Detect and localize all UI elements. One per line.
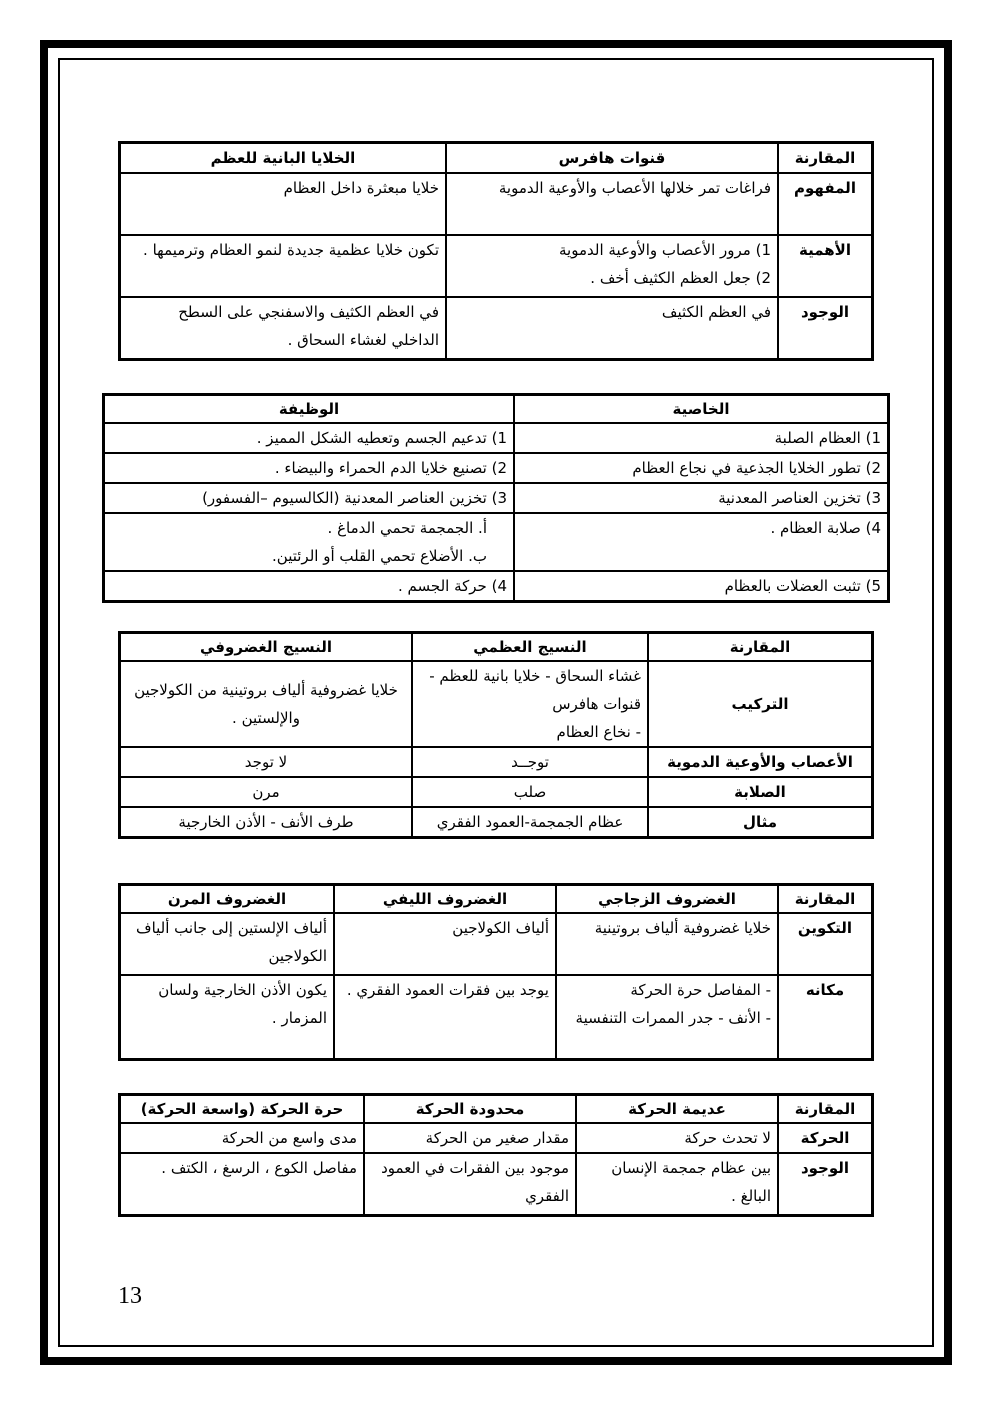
header-bone-tissue: النسيج العظمي [412, 633, 648, 661]
cell: 4) حركة الجسم . [104, 571, 514, 601]
cell: مرن [120, 777, 412, 807]
cell [556, 975, 778, 1059]
row-label-location: الوجود [778, 1153, 872, 1215]
table-haversian-vs-osteoblasts [118, 141, 874, 361]
cell-line: - الأنف - جدر الممرات التنفسية [575, 1009, 771, 1027]
header-property: الخاصية [514, 395, 888, 423]
cell-line: 2) جعل العظم الكثيف أخف . [590, 269, 771, 287]
header-hyaline-cartilage: الغضروف الزجاجي [556, 885, 778, 913]
table-bone-vs-cartilage [118, 631, 874, 839]
header-cartilage-tissue: النسيج الغضروفي [120, 633, 412, 661]
header-comparison: المقارنة [778, 1095, 872, 1123]
header-free-movement: حرة الحركة (واسعة الحركة) [120, 1095, 364, 1123]
table-joint-types [118, 1093, 874, 1217]
cell: مدى واسع من الحركة [120, 1123, 364, 1153]
table-cartilage-types [118, 883, 874, 1061]
cell [104, 513, 514, 571]
page-number: 13 [118, 1283, 142, 1309]
table-bone-properties [102, 393, 890, 603]
cell-line: - المفاصل حرة الحركة [630, 981, 771, 999]
header-fibrous-cartilage: الغضروف الليفي [334, 885, 556, 913]
row-label-location: الوجود [778, 297, 872, 359]
cell: موجود بين الفقرات في العمود الفقري [364, 1153, 576, 1215]
header-immovable: عديمة الحركة [576, 1095, 778, 1123]
row-label-hardness: الصلابة [648, 777, 872, 807]
cell: في العظم الكثيف [446, 297, 778, 359]
cell: طرف الأنف - الأذن الخارجية [120, 807, 412, 837]
cell: 1) تدعيم الجسم وتعطيه الشكل المميز . [104, 423, 514, 453]
cell: 1) العظام الصلبة [514, 423, 888, 453]
cell: لا توجد [120, 747, 412, 777]
cell: في العظم الكثيف والاسفنجي على السطح الداخلي لغشاء السحاق . [120, 297, 446, 359]
header-comparison: المقارنة [778, 885, 872, 913]
cell: 2) تطور الخلايا الجذعية في نجاع العظام [514, 453, 888, 483]
row-label-importance: الأهمية [778, 235, 872, 297]
cell: مقدار صغير من الحركة [364, 1123, 576, 1153]
cell-line: أ. الجمجمة تحمي الدماغ . [327, 519, 487, 537]
cell: بين عظام جمجمة الإنسان البالغ . [576, 1153, 778, 1215]
cell: ألياف الإلستين إلى جانب ألياف الكولاجين [120, 913, 334, 975]
header-osteoblasts: الخلايا البانية للعظم [120, 143, 446, 173]
cell: 2) تصنيع خلايا الدم الحمراء والبيضاء . [104, 453, 514, 483]
cell: تكون خلايا عظمية جديدة لنمو العظام وترميمها . [120, 235, 446, 297]
cell [446, 235, 778, 297]
cell: عظام الجمجمة-العمود الفقري [412, 807, 648, 837]
cell: لا تحدث حركة [576, 1123, 778, 1153]
header-haversian-canals: قنوات هافرس [446, 143, 778, 173]
row-label-place: مكانه [778, 975, 872, 1059]
cell-line: ب. الأضلاع تحمي القلب أو الرئتين. [272, 547, 487, 565]
cell: يكون الأذن الخارجية ولسان المزمار . [120, 975, 334, 1059]
cell: توجــد [412, 747, 648, 777]
cell [412, 661, 648, 747]
cell: خلايا غضروفية ألياف بروتينية [556, 913, 778, 975]
header-limited-movement: محدودة الحركة [364, 1095, 576, 1123]
cell: 5) تثبت العضلات بالعظام [514, 571, 888, 601]
cell: مفاصل الكوع ، الرسغ ، الكتف . [120, 1153, 364, 1215]
header-elastic-cartilage: الغضروف المرن [120, 885, 334, 913]
header-comparison: المقارنة [778, 143, 872, 173]
row-label-movement: الحركة [778, 1123, 872, 1153]
cell: خلايا غضروفية ألياف بروتينية من الكولاجين والإلستين . [120, 661, 412, 747]
cell-line: غشاء السحاق - خلايا بانية للعظم - قنوات هافرس [429, 667, 641, 713]
cell-line: - نخاع العظام [556, 723, 641, 741]
cell: صلب [412, 777, 648, 807]
header-comparison: المقارنة [648, 633, 872, 661]
cell: ألياف الكولاجين [334, 913, 556, 975]
row-label-example: مثال [648, 807, 872, 837]
cell: 3) تخزين العناصر المعدنية (الكالسيوم –الفسفور) [104, 483, 514, 513]
cell: خلايا مبعثرة داخل العظام [120, 173, 446, 235]
cell: فراغات تمر خلالها الأعصاب والأوعية الدموية [446, 173, 778, 235]
row-label-composition: التكوين [778, 913, 872, 975]
row-label-nerves-vessels: الأعصاب والأوعية الدموية [648, 747, 872, 777]
cell: 4) صلابة العظام . [514, 513, 888, 571]
cell-line: 1) مرور الأعصاب والأوعية الدموية [559, 241, 771, 259]
row-label-structure: التركيب [648, 661, 872, 747]
cell: يوجد بين فقرات العمود الفقري . [334, 975, 556, 1059]
header-function: الوظيفة [104, 395, 514, 423]
row-label-concept: المفهوم [778, 173, 872, 235]
cell: 3) تخزين العناصر المعدنية [514, 483, 888, 513]
